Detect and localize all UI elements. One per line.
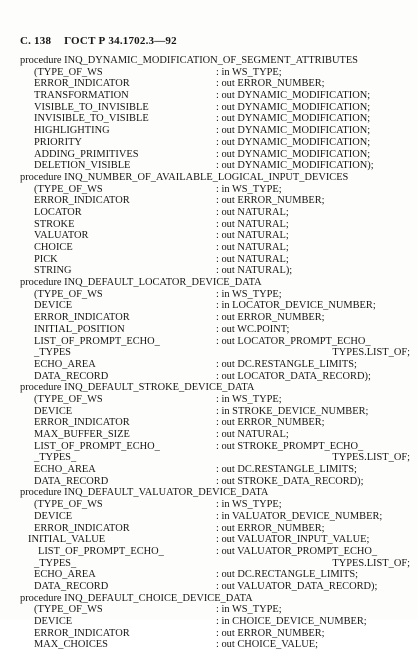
parameter-line	[20, 67, 412, 79]
parameter-type: : in WS_TYPE;	[216, 288, 282, 300]
parameter-line	[20, 125, 412, 137]
parameter-type: : in LOCATOR_DEVICE_NUMBER;	[216, 300, 376, 312]
parameter-name: MAX_BUFFER_SIZE	[34, 429, 130, 440]
parameter-name: ECHO_AREA	[34, 464, 96, 476]
parameter-type: : in STROKE_DEVICE_NUMBER;	[216, 405, 369, 417]
parameter-type: : out ERROR_NUMBER;	[216, 312, 325, 324]
parameter-name: _TYPES_	[34, 557, 77, 569]
parameter-type: : out DC.RESTANGLE_LIMITS;	[216, 358, 357, 370]
parameter-type: : out DYNAMIC_MODIFICATION;	[216, 113, 371, 125]
parameter-line	[20, 558, 412, 570]
parameter-name: TRANSFORMATION	[34, 90, 129, 102]
parameter-name: DEVICE	[34, 510, 73, 522]
parameter-line	[20, 394, 412, 406]
parameter-type: : out NATURAL;	[216, 429, 289, 440]
parameter-line	[20, 137, 412, 149]
parameter-type: TYPES.LIST_OF;	[332, 452, 410, 464]
parameter-name: DEVICE	[34, 616, 73, 627]
parameter-name: (TYPE_OF_WS	[34, 393, 103, 405]
procedure-declaration	[20, 172, 412, 184]
parameter-type: : out VALUATOR_DATA_RECORD);	[216, 580, 378, 592]
parameter-type: : out LOCATOR_PROMPT_ECHO_	[216, 335, 371, 347]
parameter-type: : out STROKE_PROMPT_ECHO_	[216, 440, 364, 452]
parameter-line	[20, 616, 412, 628]
parameter-type: : out CHOICE_VALUE;	[216, 639, 318, 651]
parameter-type: : out VALUATOR_INPUT_VALUE;	[216, 534, 370, 546]
parameter-line	[20, 90, 412, 102]
procedure-listing	[20, 55, 412, 651]
parameter-type: : out NATURAL;	[216, 242, 289, 253]
parameter-name: PICK	[34, 253, 58, 265]
parameter-name: (TYPE_OF_WS	[34, 499, 103, 511]
parameter-type: : out DYNAMIC_MODIFICATION);	[216, 160, 374, 172]
parameter-line	[20, 300, 412, 312]
parameter-type: : out VALUATOR_PROMPT_ECHO_	[216, 545, 378, 557]
parameter-name: STRING	[34, 265, 72, 277]
parameter-line	[20, 289, 412, 301]
parameter-type: : out ERROR_NUMBER;	[216, 522, 325, 534]
parameter-type: : out DC.RESTANGLE_LIMITS;	[216, 464, 357, 476]
page-header	[20, 35, 177, 47]
parameter-type: : out NATURAL);	[216, 265, 293, 277]
parameter-type: : out STROKE_DATA_RECORD);	[216, 475, 364, 487]
parameter-line	[20, 546, 412, 558]
parameter-name: ERROR_INDICATOR	[34, 522, 130, 534]
parameter-name: ERROR_INDICATOR	[34, 627, 130, 639]
parameter-type: : out DYNAMIC_MODIFICATION;	[216, 136, 371, 148]
parameter-type: : out DYNAMIC_MODIFICATION;	[216, 90, 371, 102]
standard-designation: ГОСТ Р 34.1702.3—92	[64, 35, 177, 47]
parameter-line	[20, 160, 412, 172]
parameter-line	[20, 219, 412, 231]
parameter-line	[20, 417, 412, 429]
parameter-line	[20, 534, 412, 546]
parameter-line	[20, 195, 412, 207]
procedure-declaration	[20, 487, 412, 499]
procedure-declaration	[20, 277, 412, 289]
parameter-type: : in CHOICE_DEVICE_NUMBER;	[216, 616, 367, 627]
parameter-line	[20, 511, 412, 523]
parameter-name: LOCATOR	[34, 206, 82, 218]
parameter-line	[20, 604, 412, 616]
parameter-line	[20, 102, 412, 114]
parameter-line	[20, 371, 412, 383]
parameter-name: PRIORITY	[34, 136, 82, 148]
parameter-name: LIST_OF_PROMPT_ECHO_	[34, 335, 160, 347]
parameter-type: TYPES.LIST_OF;	[332, 347, 410, 359]
parameter-type: : out ERROR_NUMBER;	[216, 78, 325, 90]
parameter-line	[20, 312, 412, 324]
parameter-name: HIGHLIGHTING	[34, 125, 110, 137]
parameter-name: VISIBLE_TO_INVISIBLE	[34, 101, 149, 113]
parameter-name: LIST_OF_PROMPT_ECHO_	[34, 440, 160, 452]
parameter-line	[20, 581, 412, 593]
parameter-line	[20, 336, 412, 348]
parameter-name: LIST_OF_PROMPT_ECHO_	[38, 545, 164, 557]
parameter-line	[20, 230, 412, 242]
parameter-name: STROKE	[34, 218, 75, 230]
parameter-line	[20, 184, 412, 196]
parameter-type: : out ERROR_NUMBER;	[216, 417, 325, 429]
parameter-name: DATA_RECORD	[34, 580, 109, 592]
parameter-line	[20, 499, 412, 511]
parameter-name: ERROR_INDICATOR	[34, 195, 130, 207]
parameter-line	[20, 324, 412, 336]
parameter-type: : out DC.RECTANGLE_LIMITS;	[216, 569, 359, 581]
procedure-heading: procedure INQ_DEFAULT_LOCATOR_DEVICE_DATA	[20, 277, 262, 289]
parameter-line	[20, 628, 412, 640]
parameter-type: : out DYNAMIC_MODIFICATION;	[216, 148, 371, 160]
parameter-line	[20, 113, 412, 125]
parameter-type: TYPES.LIST_OF;	[332, 557, 410, 569]
parameter-name: (TYPE_OF_WS	[34, 66, 103, 78]
parameter-line	[20, 476, 412, 488]
procedure-heading: procedure INQ_DEFAULT_VALUATOR_DEVICE_DATA	[20, 487, 269, 499]
parameter-line	[20, 78, 412, 90]
parameter-name: ECHO_AREA	[34, 358, 96, 370]
parameter-name: INITIAL_POSITION	[34, 323, 125, 335]
parameter-line	[20, 359, 412, 371]
parameter-line	[20, 441, 412, 453]
parameter-type: : out DYNAMIC_MODIFICATION;	[216, 101, 371, 113]
parameter-line	[20, 265, 412, 277]
parameter-name: (TYPE_OF_WS	[34, 288, 103, 300]
parameter-name: DEVICE	[34, 300, 73, 312]
parameter-line	[20, 149, 412, 161]
procedure-heading: procedure INQ_DEFAULT_STROKE_DEVICE_DATA	[20, 382, 255, 394]
parameter-line	[20, 406, 412, 418]
parameter-name: VALUATOR	[34, 230, 89, 242]
parameter-line	[20, 464, 412, 476]
parameter-line	[20, 242, 412, 254]
parameter-type: : in VALUATOR_DEVICE_NUMBER;	[216, 510, 383, 522]
parameter-name: ECHO_AREA	[34, 569, 96, 581]
parameter-name: DATA_RECORD	[34, 475, 109, 487]
procedure-heading: procedure INQ_DEFAULT_CHOICE_DEVICE_DATA	[20, 592, 253, 604]
parameter-type: : out DYNAMIC_MODIFICATION;	[216, 125, 371, 137]
parameter-name: ADDING_PRIMITIVES	[34, 148, 139, 160]
parameter-name: DEVICE	[34, 405, 73, 417]
parameter-name: (TYPE_OF_WS	[34, 604, 103, 616]
parameter-line	[20, 254, 412, 266]
parameter-name: DELETION_VISIBLE	[34, 160, 131, 172]
parameter-name: _TYPES	[34, 347, 71, 359]
parameter-type: : out NATURAL;	[216, 253, 289, 265]
parameter-line	[20, 523, 412, 535]
parameter-line	[20, 639, 412, 651]
parameter-line	[20, 207, 412, 219]
procedure-declaration	[20, 55, 412, 67]
page-number: С. 138	[20, 35, 52, 47]
parameter-type: : in WS_TYPE;	[216, 66, 282, 78]
parameter-type: : out ERROR_NUMBER;	[216, 195, 325, 207]
procedure-declaration	[20, 382, 412, 394]
parameter-type: : out ERROR_NUMBER;	[216, 627, 325, 639]
parameter-name: ERROR_INDICATOR	[34, 417, 130, 429]
parameter-type: : out WC.POINT;	[216, 323, 290, 335]
parameter-line	[20, 429, 412, 441]
parameter-name: _TYPES_	[34, 452, 77, 464]
procedure-declaration	[20, 593, 412, 605]
parameter-name: ERROR_INDICATOR	[34, 312, 130, 324]
parameter-type: : in WS_TYPE;	[216, 393, 282, 405]
parameter-name: MAX_CHOICES	[34, 639, 108, 651]
parameter-type: : out LOCATOR_DATA_RECORD);	[216, 370, 371, 382]
parameter-name: (TYPE_OF_WS	[34, 183, 103, 195]
parameter-line	[20, 452, 412, 464]
parameter-type: : in WS_TYPE;	[216, 183, 282, 195]
parameter-type: : in WS_TYPE;	[216, 499, 282, 511]
parameter-name: DATA_RECORD	[34, 370, 109, 382]
parameter-name: ERROR_INDICATOR	[34, 78, 130, 90]
parameter-line	[20, 347, 412, 359]
procedure-heading: procedure INQ_NUMBER_OF_AVAILABLE_LOGICAL_INPUT_DEVICES	[20, 171, 349, 183]
parameter-type: : in WS_TYPE;	[216, 604, 282, 616]
parameter-name: CHOICE	[34, 242, 73, 253]
parameter-type: : out NATURAL;	[216, 230, 289, 242]
parameter-name: INITIAL_VALUE	[28, 534, 106, 546]
parameter-name: INVISIBLE_TO_VISIBLE	[34, 113, 149, 125]
procedure-heading: procedure INQ_DYNAMIC_MODIFICATION_OF_SEGMENT_ATTRIBUTES	[20, 55, 358, 66]
parameter-line	[20, 569, 412, 581]
parameter-type: : out NATURAL;	[216, 218, 289, 230]
parameter-type: : out NATURAL;	[216, 206, 289, 218]
